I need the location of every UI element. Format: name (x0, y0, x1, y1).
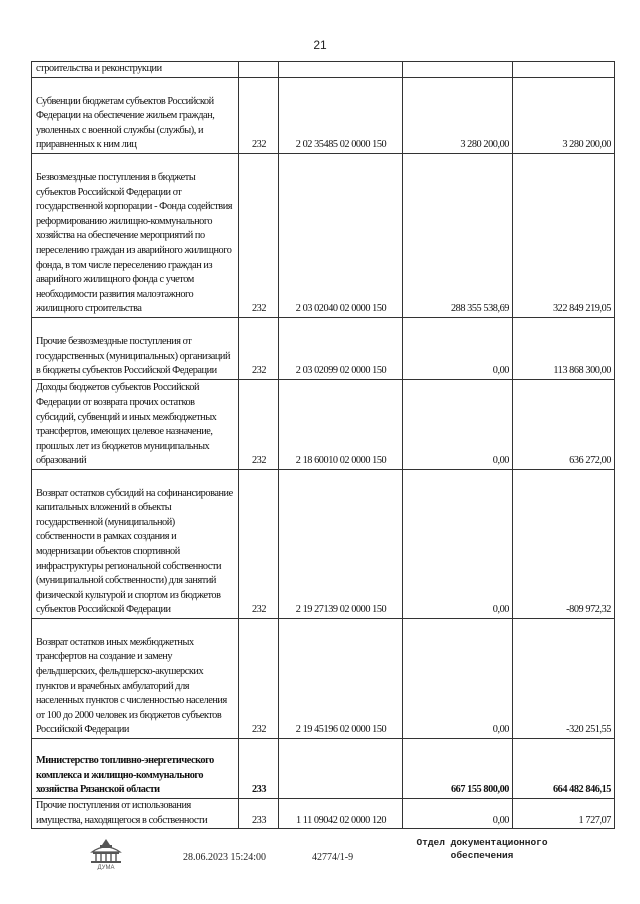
amount-fact-cell: -809 972,32 (513, 470, 615, 619)
admin-code-cell: 232 (239, 470, 279, 619)
admin-code-cell: 232 (239, 318, 279, 380)
revenue-name-cell: Министерство топливно-энергетического комплекса и жилищно-коммунального хозяйства Рязанской области (32, 739, 239, 799)
admin-code-cell (239, 62, 279, 78)
admin-code-cell: 232 (239, 78, 279, 154)
revenue-name-cell: Безвозмездные поступления в бюджеты субъектов Российской Федерации от государственной корпорации - Фонда содействия реформированию жилищно-коммунального хозяйства на обеспечение мероприятий по переселению граждан из аварийного жилищного фонда, в том числе переселению граждан из аварийного жилищного фонда с учетом необходимости развития малоэтажного жилищного строительства (32, 154, 239, 318)
stamp-line-2: обеспечения (450, 850, 514, 861)
table-row (32, 62, 615, 78)
table-row (32, 470, 615, 619)
amount-plan-cell: 667 155 800,00 (403, 739, 513, 799)
amount-fact-cell: 113 868 300,00 (513, 318, 615, 380)
revenue-name-cell: Прочие безвозмездные поступления от государственных (муниципальных) организаций в бюджеты субъектов Российской Федерации (32, 318, 239, 380)
amount-plan-cell: 0,00 (403, 318, 513, 380)
amount-plan-cell: 288 355 538,69 (403, 154, 513, 318)
print-datetime: 28.06.2023 15:24:00 (183, 852, 267, 863)
kbk-code-cell: 2 03 02040 02 0000 150 (279, 154, 403, 318)
amount-fact-cell: 1 727,07 (513, 799, 615, 829)
revenue-name-cell: Прочие поступления от использования имущества, находящегося в собственности (32, 799, 239, 829)
amount-fact-cell (513, 62, 615, 78)
amount-plan-cell (403, 62, 513, 78)
table-row (32, 78, 615, 154)
admin-code-cell: 232 (239, 380, 279, 470)
admin-code-cell: 232 (239, 619, 279, 739)
amount-fact-cell: 3 280 200,00 (513, 78, 615, 154)
amount-plan-cell: 0,00 (403, 470, 513, 619)
revenue-name-cell: Доходы бюджетов субъектов Российской Федерации от возврата прочих остатков субсидий, субвенций и иных межбюджетных трансфертов, имеющих целевое назначение, прошлых лет из бюджетов муниципальных образований (32, 380, 239, 470)
revenue-name-cell: строительства и реконструкции (32, 62, 239, 78)
revenue-name-cell: Субвенции бюджетам субъектов Российской Федерации на обеспечение жильем граждан, уволенных с военной службы (службы), и приравненных к ним лиц (32, 78, 239, 154)
kbk-code-cell: 1 11 09042 02 0000 120 (279, 799, 403, 829)
table-row (32, 619, 615, 739)
kbk-code-cell: 2 19 27139 02 0000 150 (279, 470, 403, 619)
admin-code-cell: 232 (239, 154, 279, 318)
document-number: 42774/1-9 (312, 852, 354, 863)
amount-plan-cell: 0,00 (403, 619, 513, 739)
kbk-code-cell: 2 02 35485 02 0000 150 (279, 78, 403, 154)
amount-fact-cell: -320 251,55 (513, 619, 615, 739)
amount-fact-cell: 322 849 219,05 (513, 154, 615, 318)
kbk-code-cell: 2 19 45196 02 0000 150 (279, 619, 403, 739)
revenue-name-cell: Возврат остатков иных межбюджетных трансфертов на создание и замену фельдшерских, фельдшерско-акушерских пунктов и врачебных амбулаторий для населенных пунктов с численностью населения от 100 до 2000 человек из бюджетов субъектов Российской Федерации (32, 619, 239, 739)
revenue-name-cell: Возврат остатков субсидий на софинансирование капитальных вложений в объекты государственной (муниципальной) собственности в рамках создания и модернизации объектов спортивной инфраструктуры региональной собственности (муниципальной собственности) для занятий физической культурой и спортом из бюджетов субъектов Российской Федерации (32, 470, 239, 619)
table-row (32, 739, 615, 799)
page-number: 21 (313, 38, 327, 52)
amount-fact-cell: 636 272,00 (513, 380, 615, 470)
table-row (32, 799, 615, 829)
department-stamp (402, 836, 562, 862)
table-row (32, 154, 615, 318)
admin-code-cell: 233 (239, 739, 279, 799)
table-row (32, 318, 615, 380)
kbk-code-cell (279, 62, 403, 78)
kbk-code-cell (279, 739, 403, 799)
kbk-code-cell: 2 18 60010 02 0000 150 (279, 380, 403, 470)
kbk-code-cell: 2 03 02099 02 0000 150 (279, 318, 403, 380)
amount-plan-cell: 0,00 (403, 799, 513, 829)
amount-plan-cell: 3 280 200,00 (403, 78, 513, 154)
stamp-line-1: Отдел документационного (416, 837, 548, 848)
logo-text: ДУМА (97, 865, 115, 870)
budget-revenue-table (31, 61, 615, 829)
table-row (32, 380, 615, 470)
amount-fact-cell: 664 482 846,15 (513, 739, 615, 799)
amount-plan-cell: 0,00 (403, 380, 513, 470)
admin-code-cell: 233 (239, 799, 279, 829)
duma-logo (86, 836, 126, 870)
